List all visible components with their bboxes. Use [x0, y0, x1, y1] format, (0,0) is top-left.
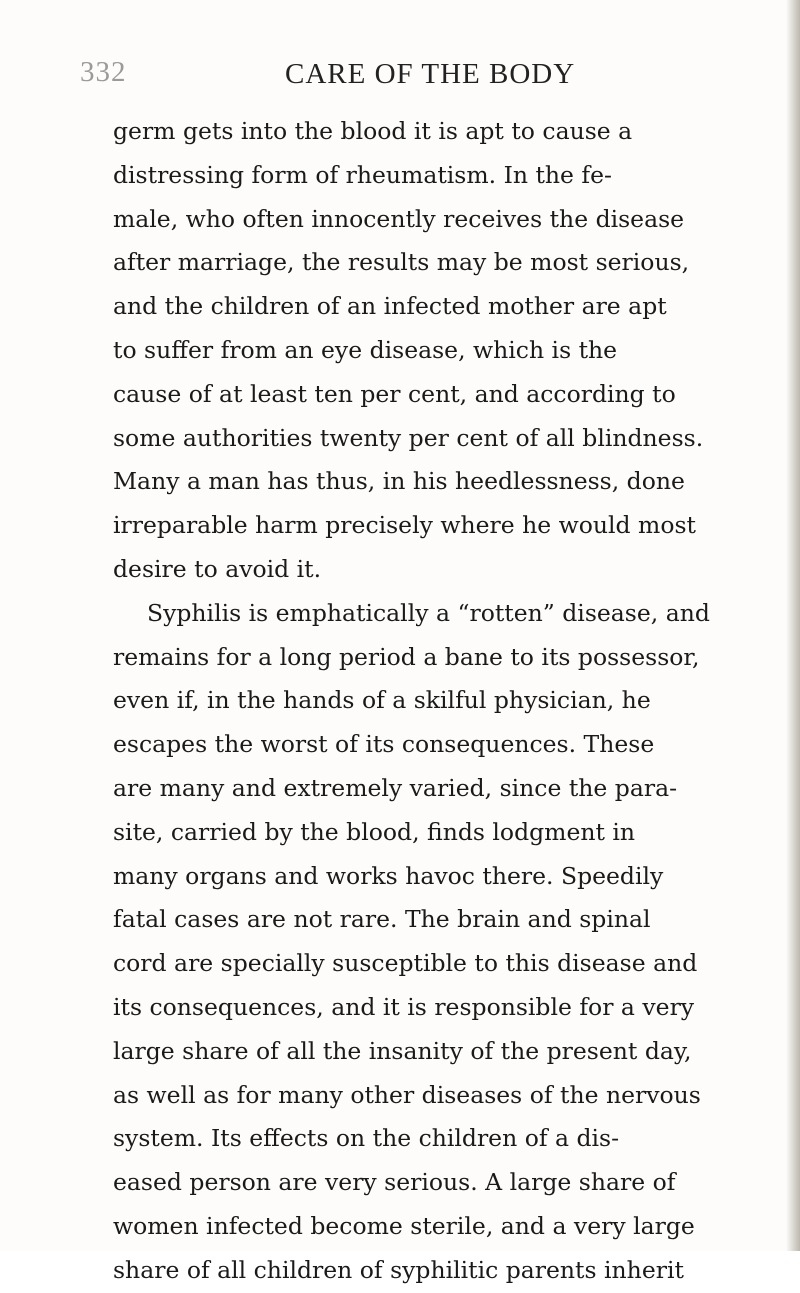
- text-line: fatal cases are not rare. The brain and spinal: [113, 905, 651, 934]
- text-line: and the children of an infected mother are apt: [113, 292, 667, 321]
- text-line: site, carried by the blood, finds lodgment in: [113, 817, 636, 846]
- text-line: desire to avoid it.: [113, 554, 322, 583]
- text-line: escapes the worst of its consequences. These: [113, 730, 655, 759]
- text-line: as well as for many other diseases of the nervous: [113, 1080, 701, 1109]
- text-line: system. Its effects on the children of a dis-: [113, 1124, 620, 1153]
- text-line: male, who often innocently receives the disease: [113, 204, 685, 233]
- text-line: share of all children of syphilitic parents inherit: [113, 1255, 684, 1284]
- text-line: irreparable harm precisely where he would most: [113, 511, 696, 540]
- text-line: even if, in the hands of a skilful physician, he: [113, 686, 651, 715]
- text-line: are many and extremely varied, since the para-: [113, 773, 678, 802]
- running-head: CARE OF THE BODY: [285, 58, 576, 90]
- text-line: cause of at least ten per cent, and according to: [113, 379, 676, 408]
- text-line: its consequences, and it is responsible for a very: [113, 992, 695, 1021]
- text-line: many organs and works havoc there. Speedily: [113, 861, 664, 890]
- page-number: 332: [80, 56, 127, 88]
- text-line: eased person are very serious. A large share of: [113, 1168, 676, 1197]
- body-text: [113, 110, 800, 1293]
- text-line: germ gets into the blood it is apt to cause a: [113, 117, 633, 145]
- text-line: to suffer from an eye disease, which is the: [113, 335, 618, 364]
- paragraph-start-line: Syphilis is emphatically a “rotten” disease, and: [147, 598, 710, 627]
- text-line: remains for a long period a bane to its possessor,: [113, 642, 700, 671]
- text-line: women infected become sterile, and a very large: [113, 1211, 695, 1240]
- text-line: large share of all the insanity of the present day,: [113, 1036, 692, 1065]
- page-header: [0, 56, 800, 96]
- text-line: distressing form of rheumatism. In the fe-: [113, 160, 612, 189]
- text-line: cord are specially susceptible to this disease and: [113, 949, 698, 978]
- text-line: some authorities twenty per cent of all blindness.: [113, 423, 704, 452]
- text-line: after marriage, the results may be most serious,: [113, 248, 690, 277]
- text-line: Many a man has thus, in his heedlessness, done: [113, 467, 685, 496]
